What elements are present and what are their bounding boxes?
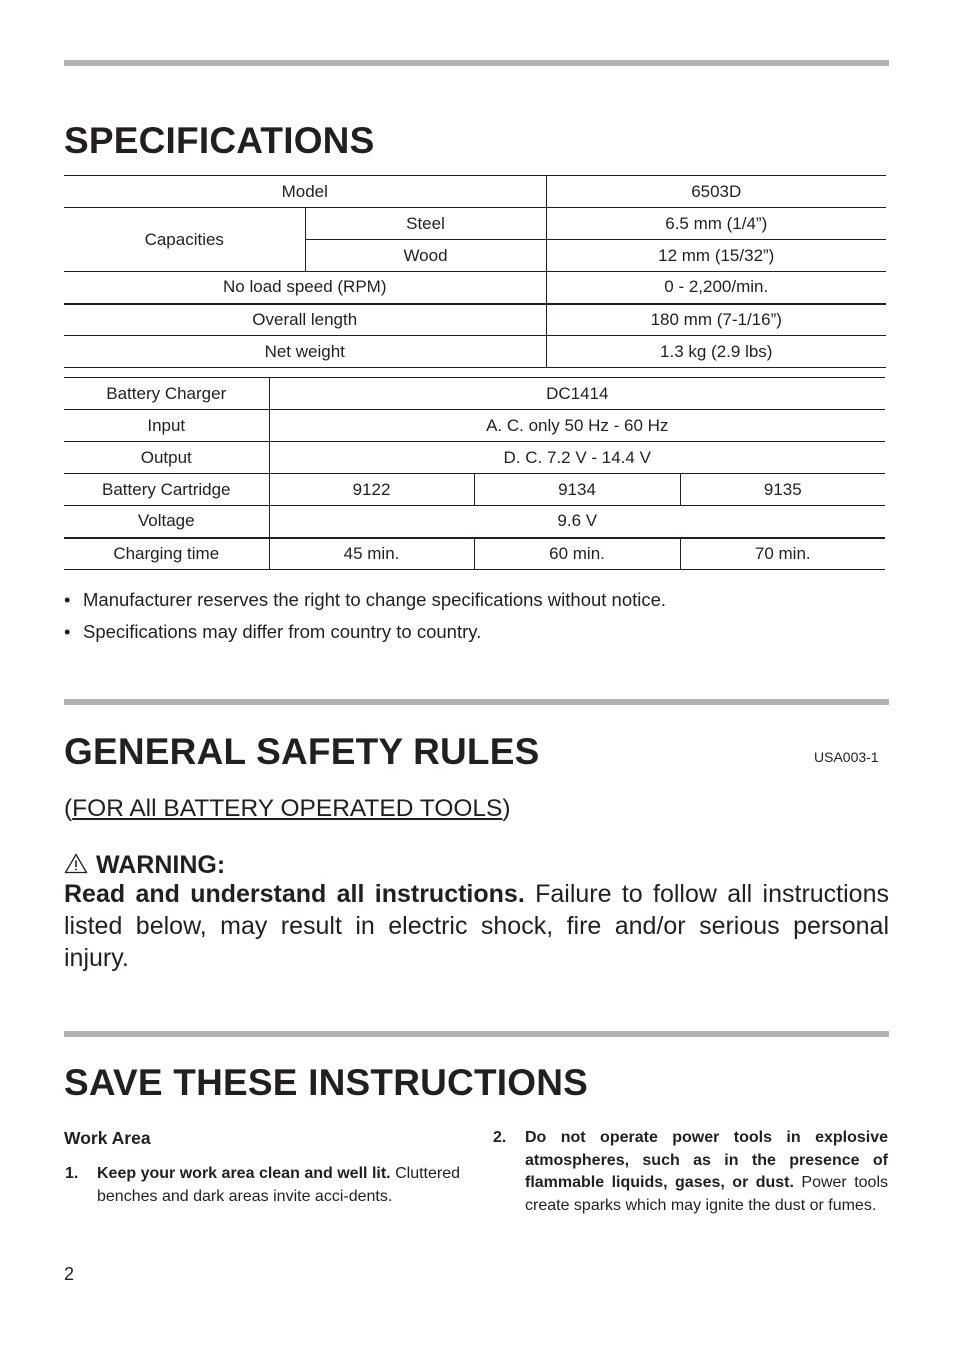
list-item <box>493 1127 888 1217</box>
table-row <box>64 378 885 410</box>
paren-close: ) <box>502 795 511 822</box>
subtitle-text: FOR All BATTERY OPERATED TOOLS <box>72 795 503 822</box>
table-row <box>64 176 886 208</box>
table-row <box>64 336 886 368</box>
battery-cartridge-label: Battery Cartridge <box>64 474 269 506</box>
warning-text: Failure to follow all instructions listed below, may result in electric shock, fire and/or serious personal injury. <box>64 880 889 972</box>
cartridge-cell: 9135 <box>680 474 885 506</box>
note-text: Manufacturer reserves the right to change specifications without notice. <box>83 589 667 610</box>
item-number: 2. <box>493 1129 507 1146</box>
battery-charger-label: Battery Charger <box>64 378 269 410</box>
notes-list <box>64 588 666 652</box>
capacities-label: Capacities <box>64 208 305 272</box>
model-label: Model <box>64 176 546 208</box>
charger-table <box>64 377 885 570</box>
warning-body <box>64 878 889 974</box>
charging-time-cell: 45 min. <box>269 538 474 570</box>
table-row <box>64 506 885 538</box>
item-number: 1. <box>65 1165 79 1182</box>
charging-time-cell: 60 min. <box>474 538 680 570</box>
cartridge-cell: 9134 <box>474 474 680 506</box>
note-text: Specifications may differ from country to country. <box>83 621 482 642</box>
table-row <box>64 304 886 336</box>
safety-divider <box>64 699 889 705</box>
charging-time-label: Charging time <box>64 538 269 570</box>
charging-time-cell: 70 min. <box>680 538 885 570</box>
save-title: SAVE THESE INSTRUCTIONS <box>64 1062 589 1103</box>
input-value: A. C. only 50 Hz - 60 Hz <box>269 410 885 442</box>
no-load-speed-label: No load speed (RPM) <box>64 272 546 304</box>
net-weight-label: Net weight <box>64 336 546 368</box>
steel-value: 6.5 mm (1/4”) <box>546 208 886 240</box>
document-code: USA003-1 <box>814 749 879 765</box>
warning-triangle-icon <box>64 853 88 874</box>
item-text: Cluttered benches and dark areas invite acci-dents. <box>97 1165 460 1205</box>
top-divider <box>64 60 889 66</box>
overall-length-label: Overall length <box>64 304 546 336</box>
list-item <box>64 588 666 620</box>
list-item <box>65 1163 460 1208</box>
net-weight-value: 1.3 kg (2.9 lbs) <box>546 336 886 368</box>
output-value: D. C. 7.2 V - 14.4 V <box>269 442 885 474</box>
table-row <box>64 538 885 570</box>
overall-length-value: 180 mm (7-1/16”) <box>546 304 886 336</box>
table-row <box>64 272 886 304</box>
steel-label: Steel <box>305 208 546 240</box>
safety-title: GENERAL SAFETY RULES <box>64 731 540 772</box>
table-row <box>64 474 885 506</box>
item-bold-text: Keep your work area clean and well lit. <box>97 1165 391 1182</box>
voltage-label: Voltage <box>64 506 269 538</box>
bullet: • <box>64 621 71 642</box>
warning-heading <box>64 851 225 880</box>
table-row <box>64 208 886 240</box>
warning-label: WARNING: <box>96 851 226 879</box>
item-text: Power tools create sparks which may ignite the dust or fumes. <box>525 1174 888 1214</box>
item-bold-text: Do not operate power tools in explosive atmospheres, such as in the presence of flammable liquids, gases, or dust. <box>525 1129 888 1191</box>
specifications-table <box>64 175 886 368</box>
voltage-value: 9.6 V <box>269 506 885 538</box>
bullet: • <box>64 589 71 610</box>
cartridge-cell: 9122 <box>269 474 474 506</box>
wood-value: 12 mm (15/32”) <box>546 240 886 272</box>
specifications-title: SPECIFICATIONS <box>64 120 375 161</box>
table-row <box>64 442 885 474</box>
warning-bold-text: Read and understand all instructions. <box>64 880 525 908</box>
table-row <box>64 410 885 442</box>
work-area-heading: Work Area <box>64 1128 151 1148</box>
model-value: 6503D <box>546 176 886 208</box>
input-label: Input <box>64 410 269 442</box>
battery-charger-value: DC1414 <box>269 378 885 410</box>
list-item <box>64 620 666 652</box>
save-divider <box>64 1031 889 1037</box>
page-number: 2 <box>64 1264 75 1284</box>
output-label: Output <box>64 442 269 474</box>
paren-open: ( <box>64 795 73 822</box>
wood-label: Wood <box>305 240 546 272</box>
no-load-speed-value: 0 - 2,200/min. <box>546 272 886 304</box>
safety-subtitle <box>64 795 511 823</box>
